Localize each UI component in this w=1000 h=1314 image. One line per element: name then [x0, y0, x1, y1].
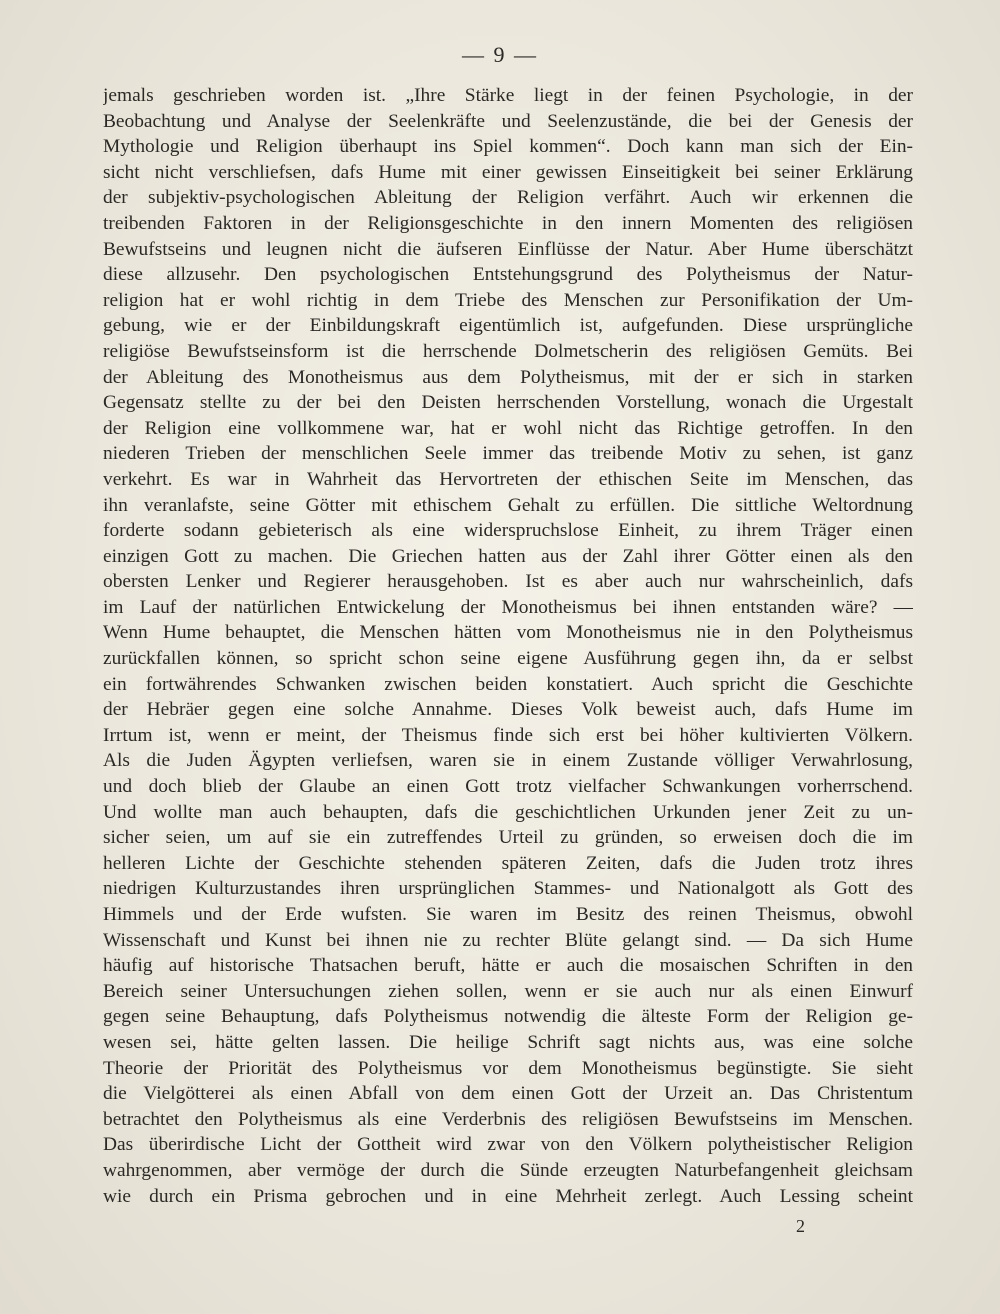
text-line: Und wollte man auch behaupten, dafs die geschichtlichen Urkunden jener Zeit zu un- — [103, 801, 913, 823]
text-line: forderte sodann gebieterisch als eine widerspruchslose Einheit, zu ihrem Träger einen — [103, 520, 913, 542]
text-line: einzigen Gott zu machen. Die Griechen hatten aus der Zahl ihrer Götter einen als den — [103, 545, 913, 567]
text-line: ein fortwährendes Schwanken zwischen beiden konstatiert. Auch spricht die Geschichte — [103, 673, 913, 695]
text-line: und doch blieb der Glaube an einen Gott trotz vielfacher Schwankungen vorherrschend. — [103, 776, 913, 798]
text-line: zurückfallen können, so spricht schon seine eigene Ausführung gegen ihn, da er selbst — [103, 648, 913, 670]
text-line: ihn veranlafste, seine Götter mit ethischem Gehalt zu erfüllen. Die sittliche Weltordnung — [103, 494, 913, 516]
text-line: gebung, wie er der Einbildungskraft eigentümlich ist, aufgefunden. Diese ursprüngliche — [103, 315, 913, 337]
text-line: Beobachtung und Analyse der Seelenkräfte und Seelenzustände, die bei der Genesis der — [103, 110, 913, 132]
text-line: obersten Lenker und Regierer herausgehoben. Ist es aber auch nur wahrscheinlich, dafs — [103, 571, 913, 593]
text-line: wie durch ein Prisma gebrochen und in eine Mehrheit zerlegt. Auch Lessing scheint — [103, 1185, 913, 1207]
text-line: niedrigen Kulturzustandes ihren ursprünglichen Stammes- und Nationalgott als Gott des — [103, 878, 913, 900]
text-line: Wissenschaft und Kunst bei ihnen nie zu rechter Blüte gelangt sind. — Da sich Hume — [103, 929, 913, 951]
text-line: Theorie der Priorität des Polytheismus vor dem Monotheismus begünstigte. Sie sieht — [103, 1057, 913, 1079]
text-line: helleren Lichte der Geschichte stehenden späteren Zeiten, dafs die Juden trotz ihres — [103, 852, 913, 874]
text-line: wahrgenommen, aber vermöge der durch die Sünde erzeugten Naturbefangenheit gleichsam — [103, 1159, 913, 1181]
text-line: betrachtet den Polytheismus als eine Verderbnis des religiösen Bewufstseins im Menschen. — [103, 1108, 913, 1130]
text-line: sicht nicht verschliefsen, dafs Hume mit einer gewissen Einseitigkeit bei seiner Erklärung — [103, 161, 913, 183]
text-line: Bereich seiner Untersuchungen ziehen sollen, wenn er sie auch nur als einen Einwurf — [103, 980, 913, 1002]
signature-mark: 2 — [796, 1216, 805, 1236]
text-line: der Ableitung des Monotheismus aus dem Polytheismus, mit der er sich in starken — [103, 366, 913, 388]
text-line: Gegensatz stellte zu der bei den Deisten herrschenden Vorstellung, wonach die Urgestalt — [103, 392, 913, 414]
text-line: im Lauf der natürlichen Entwickelung der Monotheismus bei ihnen entstanden wäre? — — [103, 596, 913, 618]
body-text — [103, 83, 913, 1209]
text-line: diese allzusehr. Den psychologischen Entstehungsgrund des Polytheismus der Natur- — [103, 264, 913, 286]
text-line: religion hat er wohl richtig in dem Triebe des Menschen zur Personifikation der Um- — [103, 289, 913, 311]
text-line: jemals geschrieben worden ist. „Ihre Stärke liegt in der feinen Psychologie, in der — [103, 85, 913, 106]
text-line: Wenn Hume behauptet, die Menschen hätten vom Monotheismus nie in den Polytheismus — [103, 622, 913, 644]
text-line: Himmels und der Erde wufsten. Sie waren im Besitz des reinen Theismus, obwohl — [103, 904, 913, 925]
text-line: Mythologie und Religion überhaupt ins Spiel kommen“. Doch kann man sich der Ein- — [103, 136, 913, 158]
text-line: Das überirdische Licht der Gottheit wird zwar von den Völkern polytheistischer Religion — [103, 1134, 913, 1156]
text-line: wesen sei, hätte gelten lassen. Die heilige Schrift sagt nichts aus, was eine solche — [103, 1031, 913, 1053]
text-line: niederen Trieben der menschlichen Seele immer das treibende Motiv zu sehen, ist ganz — [103, 443, 913, 465]
text-line: Irrtum ist, wenn er meint, der Theismus finde sich erst bei höher kultivierten Völkern. — [103, 724, 913, 746]
text-line: treibenden Faktoren in der Religionsgeschichte in den innern Momenten des religiösen — [103, 212, 913, 234]
text-line: der Religion eine vollkommene war, hat er wohl nicht das Richtige getroffen. In den — [103, 417, 913, 439]
text-line: die Vielgötterei als einen Abfall von dem einen Gott der Urzeit an. Das Christentum — [103, 1083, 913, 1105]
page-number: — 9 — — [462, 42, 538, 67]
text-line: gegen seine Behauptung, dafs Polytheismus notwendig die älteste Form der Religion ge- — [103, 1006, 913, 1028]
text-line: religiöse Bewufstseinsform ist die herrschende Dolmetscherin des religiösen Gemüts. Bei — [103, 340, 913, 362]
text-line: häufig auf historische Thatsachen beruft, hätte er auch die mosaischen Schriften in den — [103, 955, 913, 977]
text-line: Als die Juden Ägypten verliefsen, waren sie in einem Zustande völliger Verwahrlosung, — [103, 750, 913, 772]
text-line: verkehrt. Es war in Wahrheit das Hervortreten der ethischen Seite im Menschen, das — [103, 468, 913, 490]
text-line: sicher seien, um auf sie ein zutreffendes Urteil zu gründen, so erweisen doch die im — [103, 827, 913, 849]
text-line: der subjektiv-psychologischen Ableitung der Religion verfährt. Auch wir erkennen die — [103, 187, 913, 209]
text-line: Bewufstseins und leugnen nicht die äufseren Einflüsse der Natur. Aber Hume überschätzt — [103, 238, 913, 260]
text-line: der Hebräer gegen eine solche Annahme. Dieses Volk beweist auch, dafs Hume im — [103, 699, 913, 721]
